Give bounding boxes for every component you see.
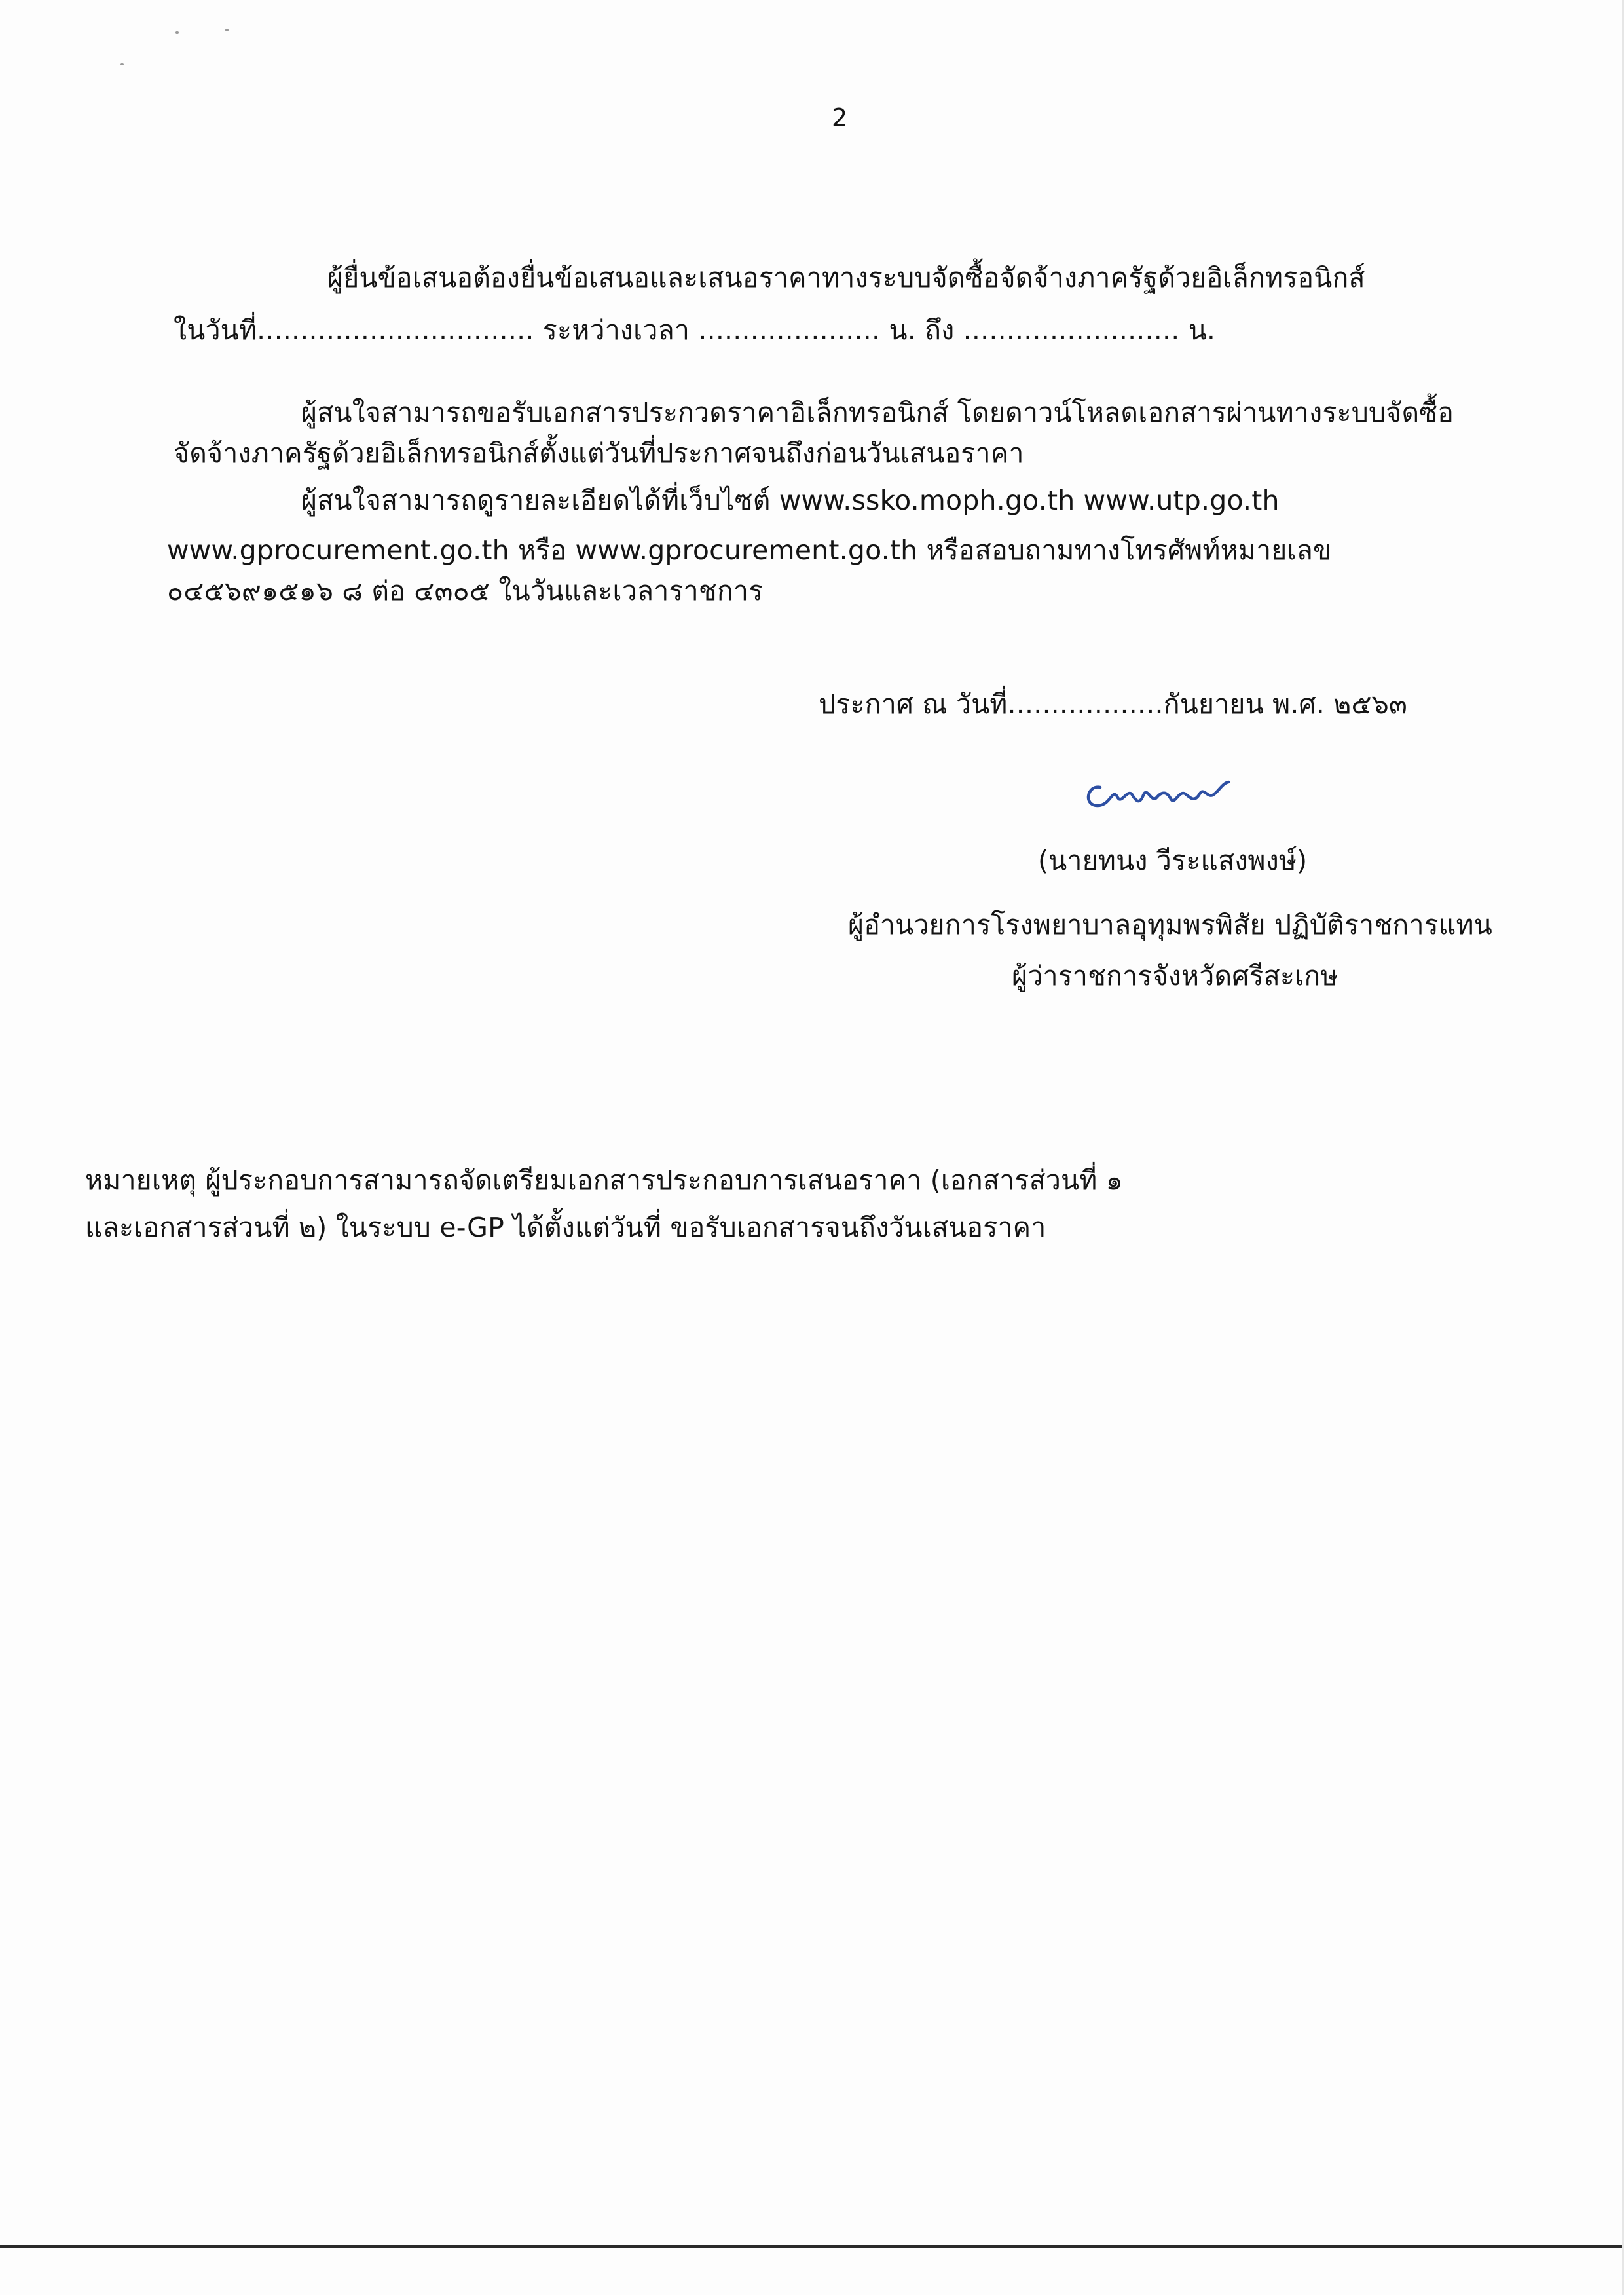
- bid-submission-line1: ผู้ยื่นข้อเสนอต้องยื่นข้อเสนอและเสนอราคาทางระบบจัดซื้อจัดจ้างภาครัฐด้วยอิเล็กทรอนิกส์: [327, 262, 1365, 293]
- signatory-name: (นายทนง วีระแสงพงษ์): [1038, 845, 1308, 876]
- document-download-line2: จัดจ้างภาครัฐด้วยอิเล็กทรอนิกส์ตั้งแต่วันที่ประกาศจนถึงก่อนวันเสนอราคา: [174, 438, 1024, 469]
- website-info-line2: www.gprocurement.go.th หรือ www.gprocurement.go.th หรือสอบถามทางโทรศัพท์หมายเลข: [167, 534, 1332, 566]
- handwritten-signature: [1074, 760, 1238, 819]
- bid-submission-line2: ในวันที่................................ ระหว่างเวลา ..................... น. ถึง ......................... น.: [174, 314, 1216, 346]
- note-line2: และเอกสารส่วนที่ ๒) ในระบบ e-GP ได้ตั้งแต่วันที่ ขอรับเอกสารจนถึงวันเสนอราคา: [85, 1212, 1046, 1243]
- signatory-position-line2: ผู้ว่าราชการจังหวัดศรีสะเกษ: [1012, 960, 1338, 992]
- announcement-date: ประกาศ ณ วันที่..................กันยายน พ.ศ. ๒๕๖๓: [819, 688, 1408, 720]
- website-info-line1: ผู้สนใจสามารถดูรายละเอียดได้ที่เว็บไซต์ www.ssko.moph.go.th www.utp.go.th: [301, 485, 1280, 516]
- scan-speck: [175, 31, 179, 34]
- page-number: 2: [832, 103, 848, 132]
- document-download-line1: ผู้สนใจสามารถขอรับเอกสารประกวดราคาอิเล็กทรอนิกส์ โดยดาวน์โหลดเอกสารผ่านทางระบบจัดซื้อ: [301, 397, 1454, 428]
- scan-speck: [225, 29, 229, 31]
- note-line1: หมายเหตุ ผู้ประกอบการสามารถจัดเตรียมเอกสารประกอบการเสนอราคา (เอกสารส่วนที่ ๑: [85, 1165, 1123, 1196]
- scan-speck: [120, 63, 124, 65]
- scan-bottom-edge: [0, 2245, 1624, 2248]
- signatory-position-line1: ผู้อำนวยการโรงพยาบาลอุทุมพรพิสัย ปฏิบัติราชการแทน: [848, 909, 1492, 941]
- contact-phone-line: ๐๔๕๖๙๑๕๑๖ ๘ ต่อ ๔๓๐๕ ในวันและเวลาราชการ: [167, 575, 764, 606]
